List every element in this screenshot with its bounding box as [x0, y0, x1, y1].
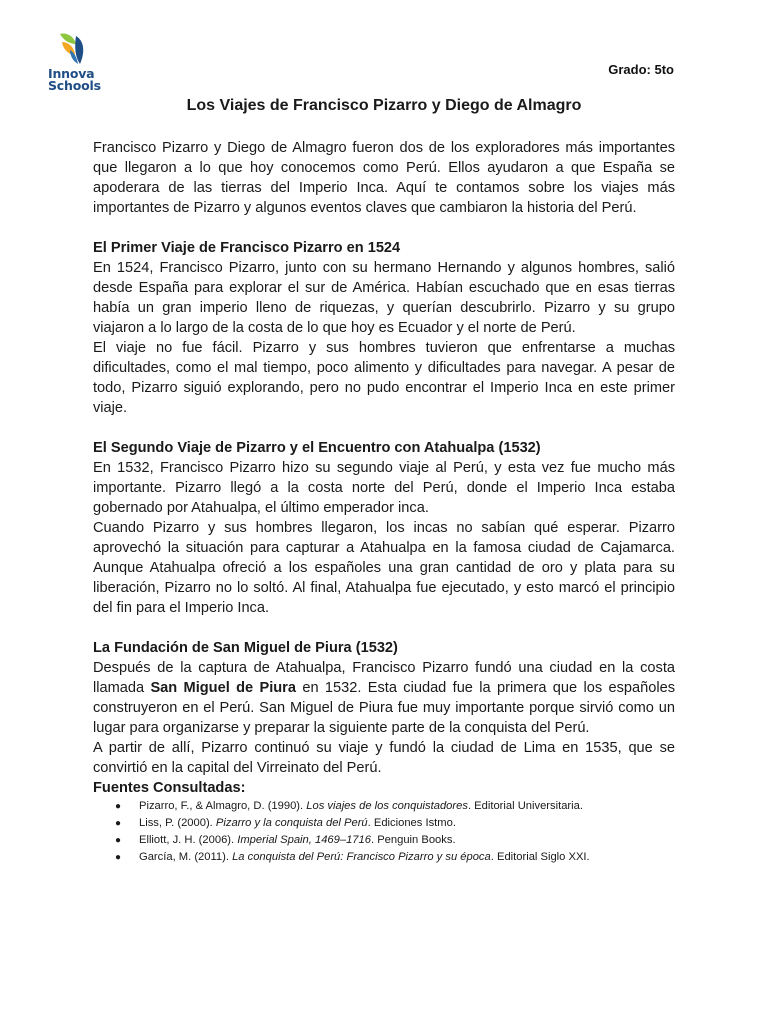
- spacer: [93, 218, 675, 238]
- source-title: Imperial Spain, 1469–1716: [237, 834, 371, 846]
- source-text: . Ediciones Istmo.: [367, 817, 456, 829]
- section-heading-second-voyage: El Segundo Viaje de Pizarro y el Encuentro con Atahualpa (1532): [93, 440, 541, 456]
- bullet-icon: ●: [115, 801, 122, 812]
- logo-leaf-icon: [56, 30, 90, 68]
- spacer: [93, 418, 675, 438]
- source-title: La conquista del Perú: Francisco Pizarro y su época: [232, 851, 491, 863]
- grade-label: Grado: 5to: [608, 62, 674, 77]
- source-text: Pizarro, F., & Almagro, D. (1990).: [139, 800, 307, 812]
- logo-line-schools: Schools: [48, 78, 101, 93]
- intro-paragraph: Francisco Pizarro y Diego de Almagro fueron dos de los exploradores más importantes que llegaron a lo que hoy conocemos como Perú. Ellos ayudaron a que España se apoderara de las tierras del Imperio Inca. Aquí te contamos sobre los viajes más importantes de Pizarro y algunos eventos claves que cambiaron la historia del Perú.: [93, 140, 675, 216]
- source-item: [93, 849, 675, 866]
- source-text: García, M. (2011).: [139, 851, 233, 863]
- paragraph: En 1524, Francisco Pizarro, junto con su hermano Hernando y algunos hombres, salió desde España para explorar el sur de América. Habían escuchado que en esas tierras había un gran imperio lleno de riquezas, y querían descubrirlo. Pizarro y su grupo viajaron a lo largo de la costa de lo que hoy es Ecuador y el norte de Perú.: [93, 260, 675, 336]
- paragraph: A partir de allí, Pizarro continuó su viaje y fundó la ciudad de Lima en 1535, que se convirtió en la capital del Virreinato del Perú.: [93, 740, 675, 776]
- spacer: [93, 618, 675, 638]
- source-title: Los viajes de los conquistadores: [306, 800, 468, 812]
- text-run: en 1532. Esta ciudad fue la primera que los españoles construyeron en el Perú. San Miguel de Piura fue muy importante porque sirvió como un lugar para organizarse y preparar la siguiente parte de la conquista del Perú.: [93, 680, 675, 736]
- logo-line-innova: Innova: [48, 66, 95, 81]
- paragraph: En 1532, Francisco Pizarro hizo su segundo viaje al Perú, y esta vez fue mucho más importante. Pizarro llegó a la costa norte del Perú, donde el Imperio Inca estaba gobernado por Atahualpa, el último emperador inca.: [93, 460, 675, 516]
- bold-text-run: San Miguel de Piura: [150, 680, 296, 696]
- source-item: [93, 815, 675, 832]
- bullet-icon: ●: [115, 818, 122, 829]
- bullet-icon: ●: [115, 835, 122, 846]
- source-item: [93, 832, 675, 849]
- paragraph: Cuando Pizarro y sus hombres llegaron, los incas no sabían qué esperar. Pizarro aprovechó la situación para capturar a Atahualpa en la famosa ciudad de Cajamarca. Aunque Atahualpa ofreció a los españoles una gran cantidad de oro y plata para su liberación, Pizarro no lo soltó. Al final, Atahualpa fue ejecutado, y esto marcó el principio del fin para el Imperio Inca.: [93, 520, 675, 616]
- source-text: . Editorial Siglo XXI.: [490, 851, 590, 863]
- section-heading-piura: La Fundación de San Miguel de Piura (1532): [93, 640, 398, 656]
- section-heading-first-voyage: El Primer Viaje de Francisco Pizarro en 1524: [93, 240, 401, 256]
- text-run: Después de la captura de Atahualpa, Francisco Pizarro fundó una ciudad en la costa llamada: [93, 660, 675, 696]
- logo-text: [48, 68, 108, 92]
- source-item: [93, 798, 675, 815]
- source-text: Elliott, J. H. (2006).: [139, 834, 238, 846]
- sources-heading: Fuentes Consultadas:: [93, 780, 246, 796]
- document-title: Los Viajes de Francisco Pizarro y Diego de Almagro: [186, 97, 582, 114]
- paragraph: El viaje no fue fácil. Pizarro y sus hombres tuvieron que enfrentarse a muchas dificultades, como el mal tiempo, poco alimento y dificultades para navegar. A pesar de todo, Pizarro siguió explorando, pero no pudo encontrar el Imperio Inca en este primer viaje.: [93, 340, 675, 416]
- paragraph: [93, 658, 675, 738]
- source-title: Pizarro y la conquista del Perú: [215, 817, 368, 829]
- document-body: [93, 138, 675, 866]
- bullet-icon: ●: [115, 852, 122, 863]
- source-text: . Penguin Books.: [370, 834, 456, 846]
- innova-schools-logo: [48, 30, 104, 96]
- source-text: Liss, P. (2000).: [139, 817, 216, 829]
- source-text: . Editorial Universitaria.: [467, 800, 583, 812]
- sources-list: [93, 798, 675, 866]
